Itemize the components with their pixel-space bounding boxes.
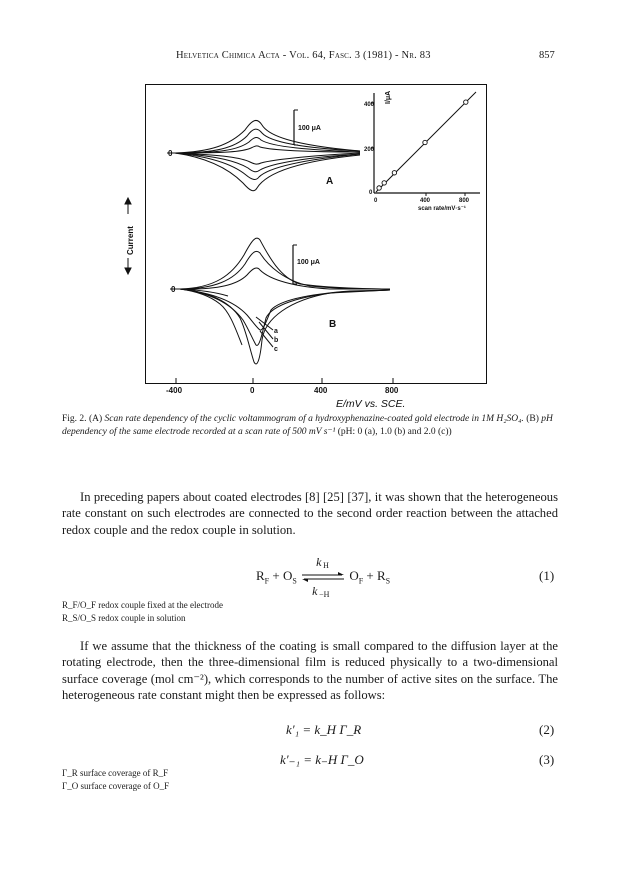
- curve-label-a: a: [274, 328, 278, 335]
- equation-3: k′₋₁ = k₋H Γ_O: [280, 752, 364, 767]
- panel-b-zero-label: 0: [171, 285, 176, 294]
- caption-italic-2: pH dependency of the same electrode recorded at a scan rate of 500 mV s⁻¹: [62, 414, 553, 437]
- paragraph-2: If we assume that the thickness of the coating is small compared to the diffusion layer at the rotating electrode, then the three-dimensional film is reduced physically to a two-dimensional surface coverage (mol cm⁻²), which corresponds to the number of active sites on the surface. The heterogeneous rate constant might then be expressed as follows:: [62, 639, 558, 703]
- definition-gamma-r: Γ_R surface coverage of R_F: [62, 768, 169, 778]
- definition-gamma-o: Γ_O surface coverage of O_F: [62, 781, 170, 791]
- inset-ylabel: I/μA: [385, 90, 392, 104]
- inset-point-3: [423, 140, 427, 144]
- inset-ytick-400: 400: [364, 102, 375, 108]
- figure-caption: [62, 413, 562, 438]
- inset-xlabel: scan rate/mV·s⁻¹: [418, 206, 466, 212]
- xtick-400: 400: [314, 386, 328, 395]
- figure-ylabel: Current: [126, 226, 135, 255]
- panel-b-label: B: [329, 319, 337, 330]
- caption-italic-1: Scan rate dependency of the cyclic voltammogram of a hydroxyphenazine-coated gold electrode in 1M H₂SO₄.: [104, 414, 524, 424]
- inset-xtick-400: 400: [420, 198, 431, 204]
- inset-point-2: [392, 171, 396, 175]
- inset-ytick-0: 0: [369, 190, 373, 196]
- equation-3-number: (3): [539, 752, 555, 767]
- curve-label-b: b: [274, 337, 279, 344]
- definitions-2: [62, 767, 169, 793]
- page-number: 857: [539, 50, 555, 61]
- panel-a-scale-label: 100 μA: [298, 125, 321, 132]
- equilibrium-arrows-icon: [300, 570, 346, 584]
- figure-xlabel: E/mV vs. SCE.: [336, 398, 406, 410]
- definition-rs-os: R_S/O_S redox couple in solution: [62, 613, 186, 623]
- paragraph-1: In preceding papers about coated electrodes [8] [25] [37], it was shown that the heterogeneous rate constant on such electrodes are connected to the second order reaction between the attached redox couple and the redox couple in solution.: [62, 490, 558, 537]
- curve-label-c: c: [274, 346, 278, 353]
- inset-point-0: [377, 186, 381, 190]
- definition-rf-of: R_F/O_F redox couple fixed at the electrode: [62, 600, 223, 610]
- definitions-1: [62, 599, 223, 625]
- xtick-0: 0: [250, 386, 255, 395]
- caption-label: Fig. 2.: [62, 414, 87, 424]
- inset-xtick-0: 0: [374, 198, 378, 204]
- equation-2: k′₁ = k_H Γ_R: [286, 722, 362, 737]
- inset-point-4: [464, 100, 468, 104]
- caption-text-3: (pH: 0 (a), 1.0 (b) and 2.0 (c)): [335, 426, 452, 437]
- inset-xtick-800: 800: [459, 198, 470, 204]
- equation-1: $R_F + O_S$ k H k −H $O_F + R_S$: [256, 555, 391, 600]
- xtick-800: 800: [385, 386, 399, 395]
- panel-a-label: A: [326, 176, 334, 187]
- journal-citation: Helvetica Chimica Acta - Vol. 64, Fasc. 3 (1981) - Nr. 83: [176, 50, 431, 61]
- panel-a-zero-label: 0: [168, 149, 173, 158]
- panel-b-scale-label: 100 μA: [297, 259, 320, 266]
- equation-1-number: (1): [539, 568, 555, 583]
- equation-2-number: (2): [539, 722, 555, 737]
- xtick-minus400: -400: [166, 386, 183, 395]
- panel-b-curves: [170, 238, 390, 364]
- caption-text-1: (A): [88, 414, 105, 424]
- inset-ytick-200: 200: [364, 147, 375, 153]
- inset-point-1: [382, 181, 386, 185]
- caption-text-2: (B): [523, 414, 542, 424]
